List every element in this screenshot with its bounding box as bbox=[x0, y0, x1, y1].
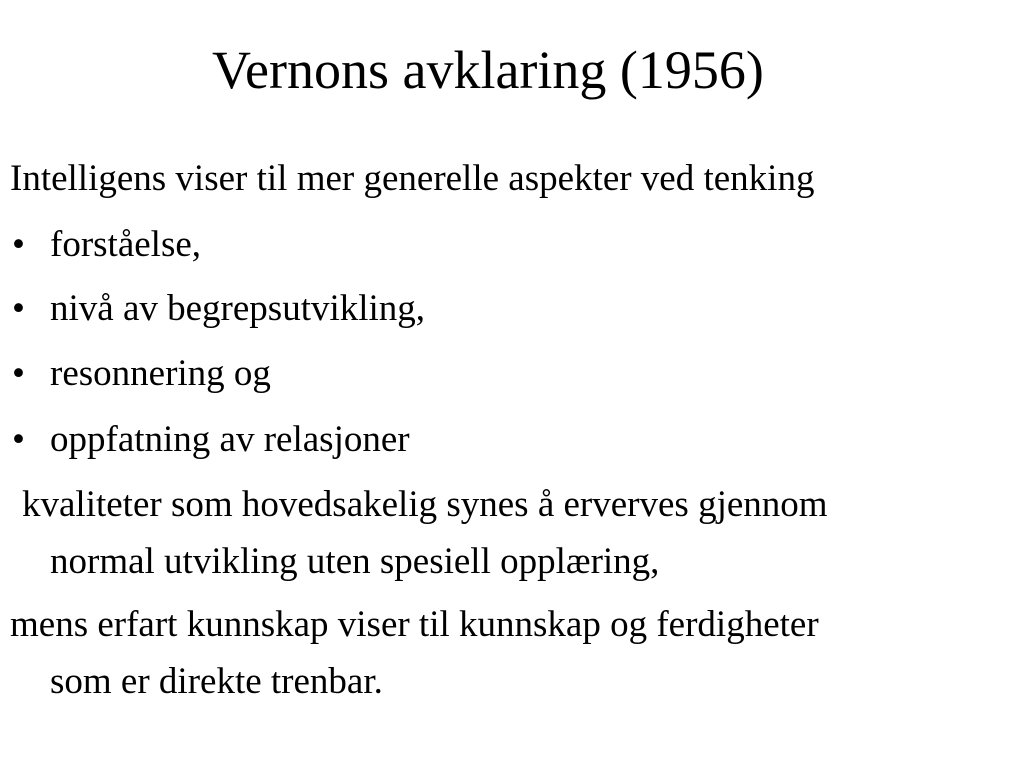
paragraph-erfart-line1: mens erfart kunnskap viser til kunnskap og ferdigheter bbox=[10, 604, 819, 645]
slide-title: Vernons avklaring (1956) bbox=[212, 40, 764, 100]
bullet-icon: • bbox=[12, 353, 25, 394]
paragraph-kvaliteter-line2: normal utvikling uten spesiell opplæring, bbox=[50, 541, 660, 582]
bullet-icon: • bbox=[12, 224, 25, 265]
bullet-item-begrepsutvikling: nivå av begrepsutvikling, bbox=[50, 288, 426, 329]
paragraph-kvaliteter-line1: kvaliteter som hovedsakelig synes å erverves gjennom bbox=[22, 484, 828, 525]
bullet-item-relasjoner: oppfatning av relasjoner bbox=[50, 419, 410, 460]
bullet-item-forstaaelse: forståelse, bbox=[50, 224, 202, 265]
intro-line: Intelligens viser til mer generelle aspekter ved tenking bbox=[10, 158, 815, 199]
bullet-icon: • bbox=[12, 419, 25, 460]
bullet-item-resonnering: resonnering og bbox=[50, 353, 271, 394]
bullet-icon: • bbox=[12, 288, 25, 329]
paragraph-erfart-line2: som er direkte trenbar. bbox=[50, 661, 383, 702]
